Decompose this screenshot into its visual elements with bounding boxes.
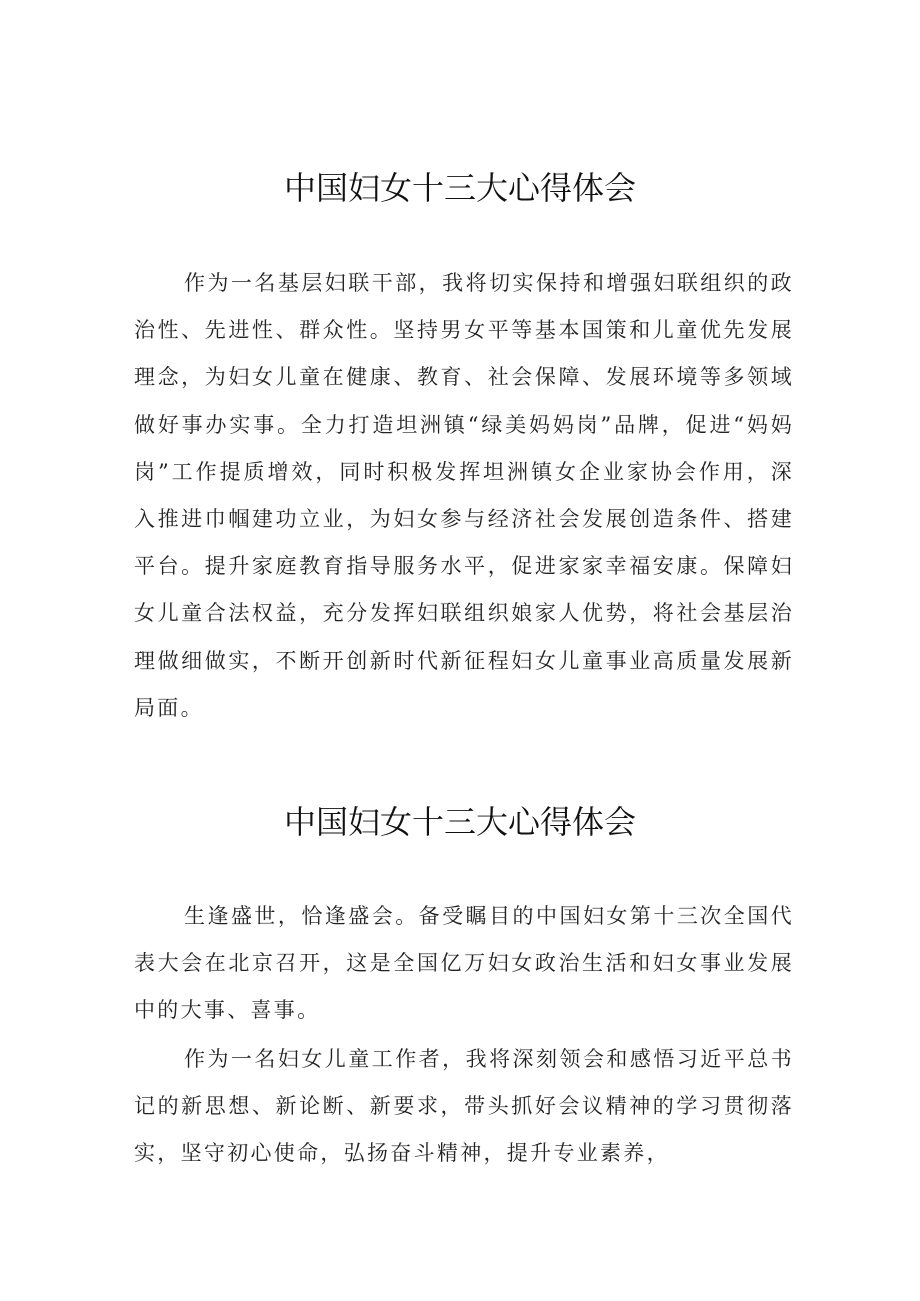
section-title: 中国妇女十三大心得体会 [283,803,636,841]
section-title: 中国妇女十三大心得体会 [283,169,636,207]
body-paragraph: 作为一名妇女儿童工作者，我将深刻领会和感悟习近平总书记的新思想、新论断、新要求，带头抓好会议精神的学习贯彻落实，坚守初心使命，弘扬奋斗精神，提升专业素养， [134,1047,794,1166]
body-paragraph: 生逢盛世，恰逢盛会。备受瞩目的中国妇女第十三次全国代表大会在北京召开，这是全国亿万妇女政治生活和妇女事业发展中的大事、喜事。 [134,904,794,1023]
body-paragraph: 作为一名基层妇联干部，我将切实保持和增强妇联组织的政治性、先进性、群众性。坚持男女平等基本国策和儿童优先发展理念，为妇女儿童在健康、教育、社会保障、发展环境等多领域做好事办实事。全力打造坦洲镇“绿美妈妈岗”品牌，促进“妈妈岗”工作提质增效，同时积极发挥坦洲镇女企业家协会作用，深入推进巾帼建功立业，为妇女参与经济社会发展创造条件、搭建平台。提升家庭教育指导服务水平，促进家家幸福安康。保障妇女儿童合法权益，充分发挥妇联组织娘家人优势，将社会基层治理做细做实，不断开创新时代新征程妇女儿童事业高质量发展新局面。 [134,271,794,720]
